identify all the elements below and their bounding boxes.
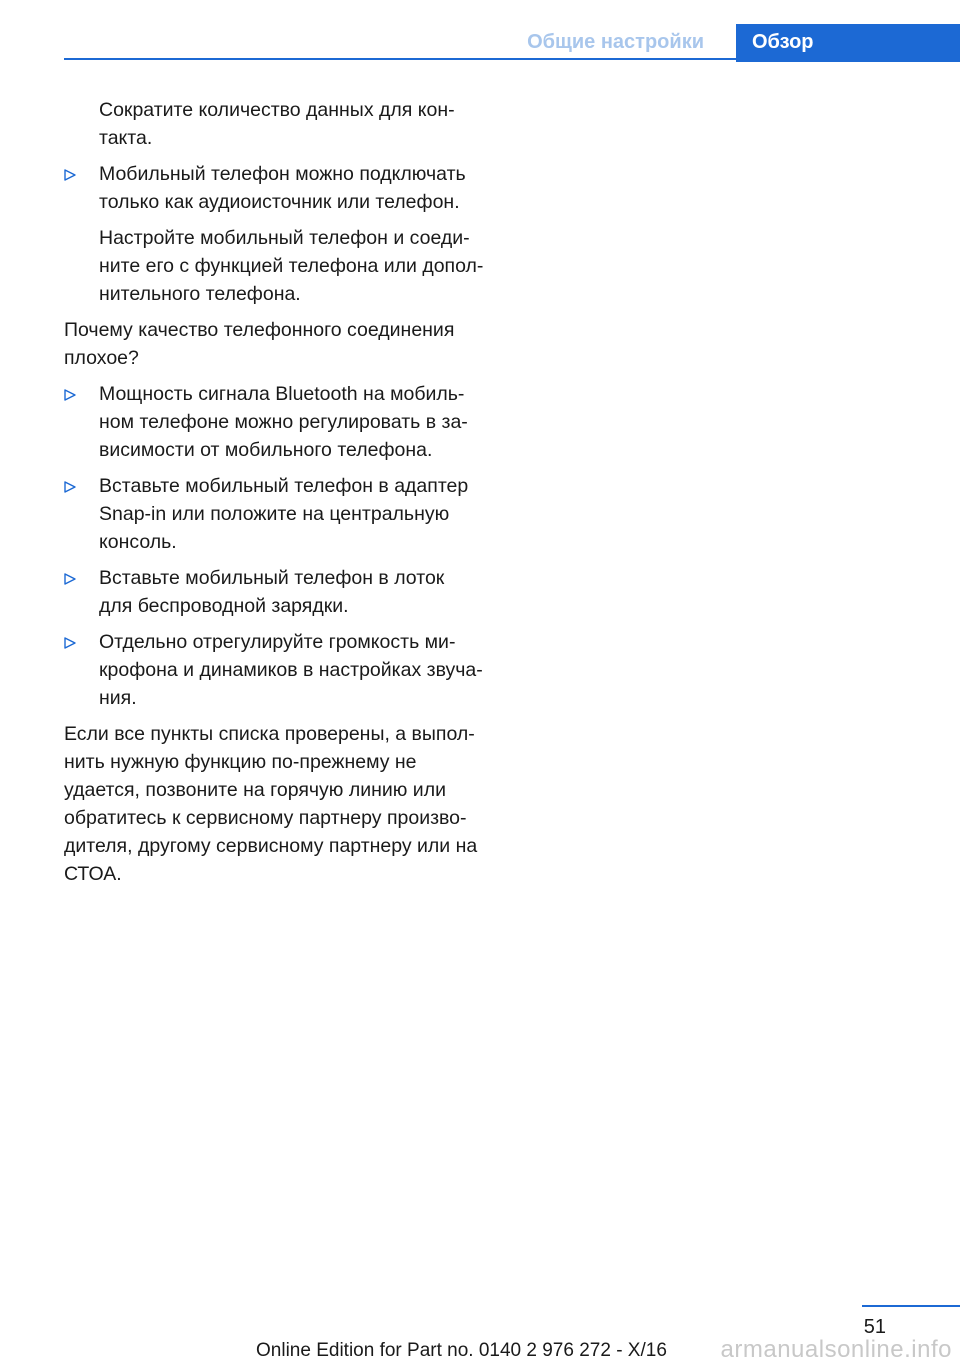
triangle-right-icon (64, 380, 88, 408)
triangle-right-icon (64, 160, 88, 188)
question-heading: Почему качество телефонного соединения плохое? (64, 319, 455, 369)
list-item-snap-in: Вставьте мобильный телефон в адаптер Snap-in или положите на центральную консоль. (64, 472, 484, 556)
header-section-title: Общие настройки (527, 31, 704, 53)
paragraph-reduce-data: Сократите количество данных для кон‐ такта. (99, 99, 455, 149)
list-item-audio-source: Мобильный телефон можно подключать только как аудиоисточник или телефон. (64, 160, 484, 216)
triangle-right-icon (64, 564, 88, 592)
triangle-right-icon (64, 628, 88, 656)
page-content (64, 96, 484, 896)
header-tab-overview: Обзор (736, 24, 960, 62)
list-item-bluetooth-signal: Мощность сигнала Bluetooth на мобиль‐ ном телефоне можно регулировать в за‐ висимости от мобильного телефона. (64, 380, 484, 464)
page-header (64, 24, 960, 60)
edition-footer: Online Edition for Part no. 0140 2 976 272 - X/16 (256, 1340, 667, 1361)
watermark: armanualsonline.info (720, 1336, 952, 1363)
page-number: 51 (863, 1316, 886, 1338)
header-rule (64, 58, 960, 60)
list-item-wireless-charging: Вставьте мобильный телефон в лоток для беспроводной зарядки. (64, 564, 484, 620)
footer-rule (862, 1305, 960, 1307)
paragraph-contact-service: Если все пункты списка проверены, а выпол‐ нить нужную функцию по-прежнему не удается, позвоните на горячую линию или обратитесь к сервисному партнеру произво‐ дителя, другому сервисному партнеру или на СТОА. (64, 723, 478, 885)
triangle-right-icon (64, 472, 88, 500)
paragraph-connect-phone: Настройте мобильный телефон и соеди‐ ните его с функцией телефона или допол‐ нительного телефона. (99, 227, 484, 305)
list-item-volume: Отдельно отрегулируйте громкость ми‐ крофона и динамиков в настройках звуча‐ ния. (64, 628, 484, 712)
